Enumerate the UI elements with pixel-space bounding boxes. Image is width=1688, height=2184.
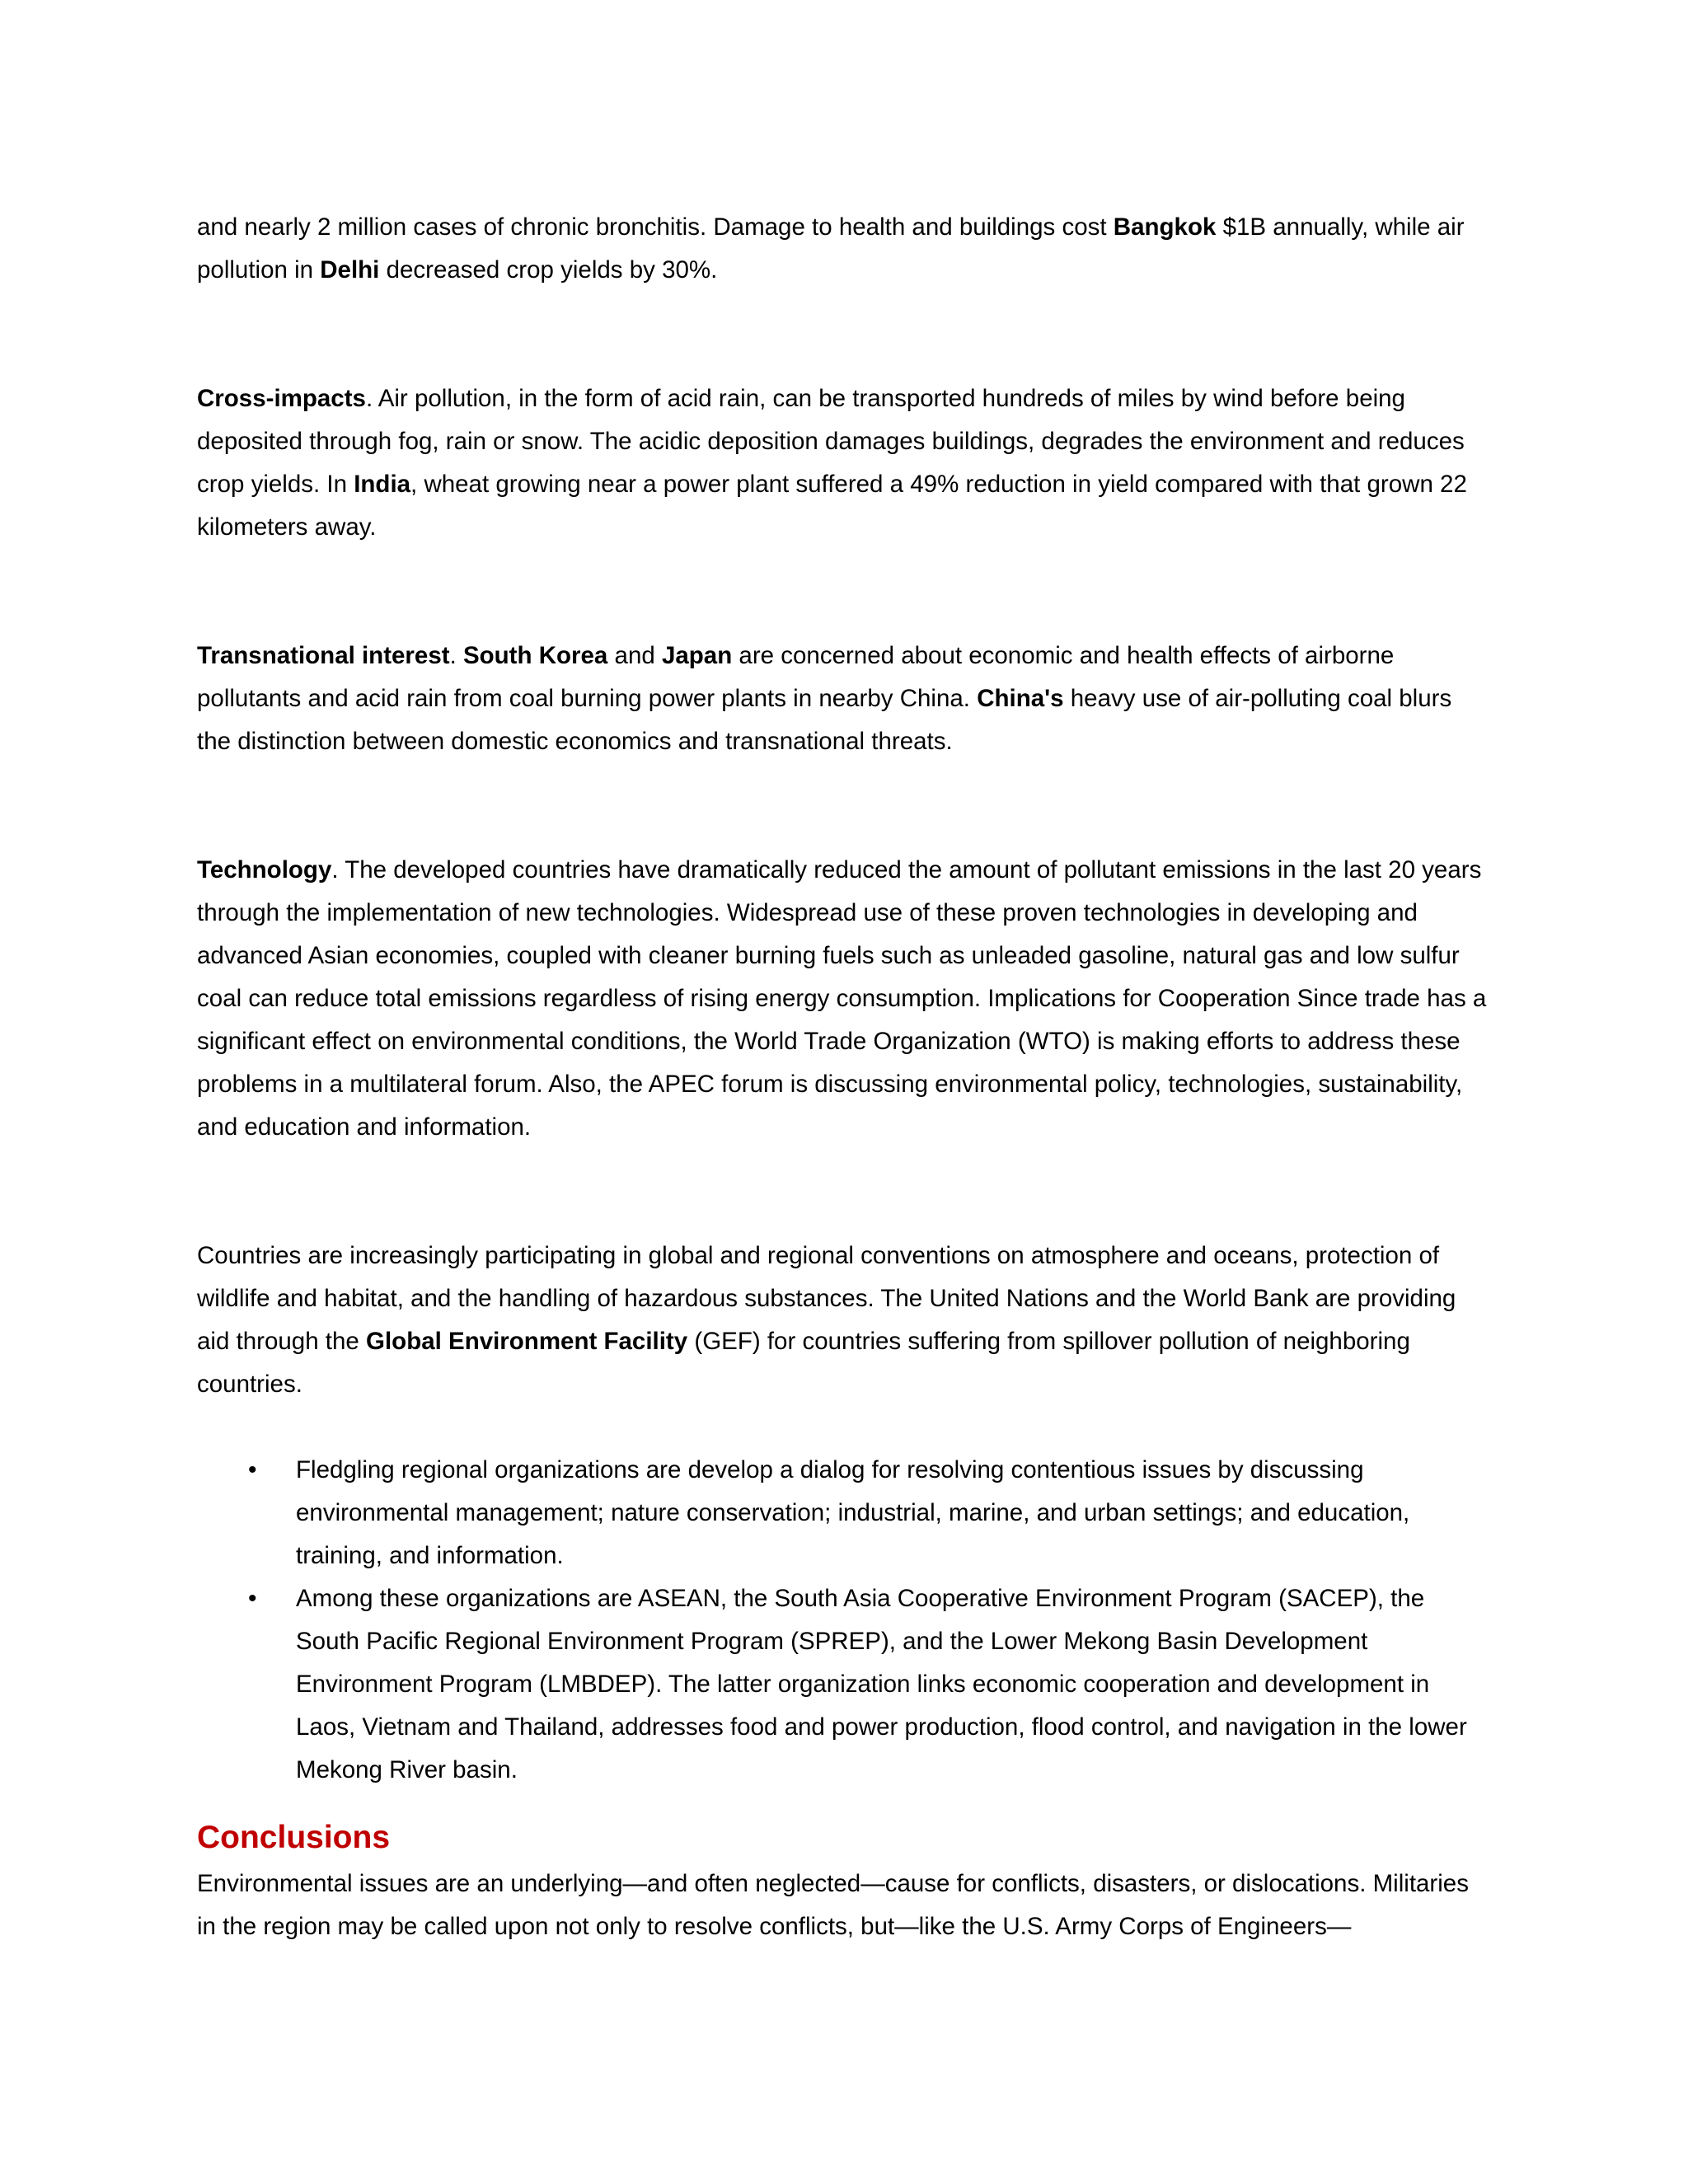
paragraph-cross-impacts [197,377,1491,549]
list-item [248,1577,1491,1792]
text-run: $1B annually, while air pollution in [197,213,1465,284]
list-item-text: Fledgling regional organizations are develop a dialog for resolving contentious issues by discussing environmental management; nature conservation; industrial, marine, and urban settings; and education, training, and information. [296,1456,1410,1569]
bullet-icon: • [248,1585,257,1612]
list-item [248,1449,1491,1577]
bold-term-japan: Japan [661,642,733,669]
bold-term-india: India [354,471,411,498]
text-run: , wheat growing near a power plant suffered a 49% reduction in yield compared with that grown 22 kilometers away. [197,471,1467,541]
list-item-text: Among these organizations are ASEAN, the South Asia Cooperative Environment Program (SACEP), the South Pacific Regional Environment Program (SPREP), and the Lower Mekong Basin Development Environment Program (LMBDEP). The latter organization links economic cooperation and development in Laos, Vietnam and Thailand, addresses food and power production, flood control, and navigation in the lower Mekong River basin. [296,1585,1467,1783]
bold-term-delhi: Delhi [320,256,380,284]
text-run: . Air pollution, in the form of acid rain, can be transported hundreds of miles by wind before being deposited through fog, rain or snow. The acidic deposition damages buildings, degrades the environment and reduces crop yields. In [197,385,1465,498]
bold-term-bangkok: Bangkok [1113,213,1217,241]
text-run: decreased crop yields by 30%. [379,256,718,284]
bold-term-transnational-interest: Transnational interest [197,642,450,669]
paragraph-conclusions: Environmental issues are an underlying—and often neglected—cause for conflicts, disasters, or dislocations. Militaries in the region may be called upon not only to resolve conflicts, but—like the U.S. Army Corps of Engineers— [197,1870,1469,1940]
paragraph-health-costs [197,206,1491,292]
text-run: Countries are increasingly participating in global and regional conventions on atmosphere and oceans, protection of wildlife and habitat, and the handling of hazardous substances. The United Nations and the World Bank are providing aid through the [197,1242,1456,1355]
text-run: . The developed countries have dramatically reduced the amount of pollutant emissions in the last 20 years through the implementation of new technologies. Widespread use of these proven technologies in developing and advanced Asian economies, coupled with cleaner burning fuels such as unleaded gasoline, natural gas and low sulfur coal can reduce total emissions regardless of rising energy consumption. Implications for Cooperation Since trade has a significant effect on environmental conditions, the World Trade Organization (WTO) is making efforts to address these problems in a multilateral forum. Also, the APEC forum is discussing environmental policy, technologies, sustainability, and education and information. [197,856,1487,1141]
bullet-icon: • [248,1456,257,1483]
paragraph-transnational-interest [197,635,1491,763]
text-run: and [607,642,662,669]
paragraph-technology [197,849,1491,1149]
paragraph-conventions [197,1235,1491,1406]
bold-term-gef: Global Environment Facility [366,1328,688,1355]
bold-term-cross-impacts: Cross-impacts [197,385,366,412]
document-body [197,206,1491,1948]
text-run: heavy use of air-polluting coal blurs the distinction between domestic economics and transnational threats. [197,685,1452,755]
bullet-list [197,1449,1491,1792]
bold-term-south-korea: South Korea [462,642,608,669]
bold-term-technology: Technology [197,856,332,883]
text-run: (GEF) for countries suffering from spillover pollution of neighboring countries. [197,1328,1410,1398]
text-run: are concerned about economic and health effects of airborne pollutants and acid rain from coal burning power plants in nearby China. [197,642,1395,712]
text-run: . [449,642,463,669]
text-run: and nearly 2 million cases of chronic bronchitis. Damage to health and buildings cost [197,213,1114,241]
bold-term-chinas: China's [977,685,1064,712]
section-heading-conclusions: Conclusions [197,1820,391,1855]
